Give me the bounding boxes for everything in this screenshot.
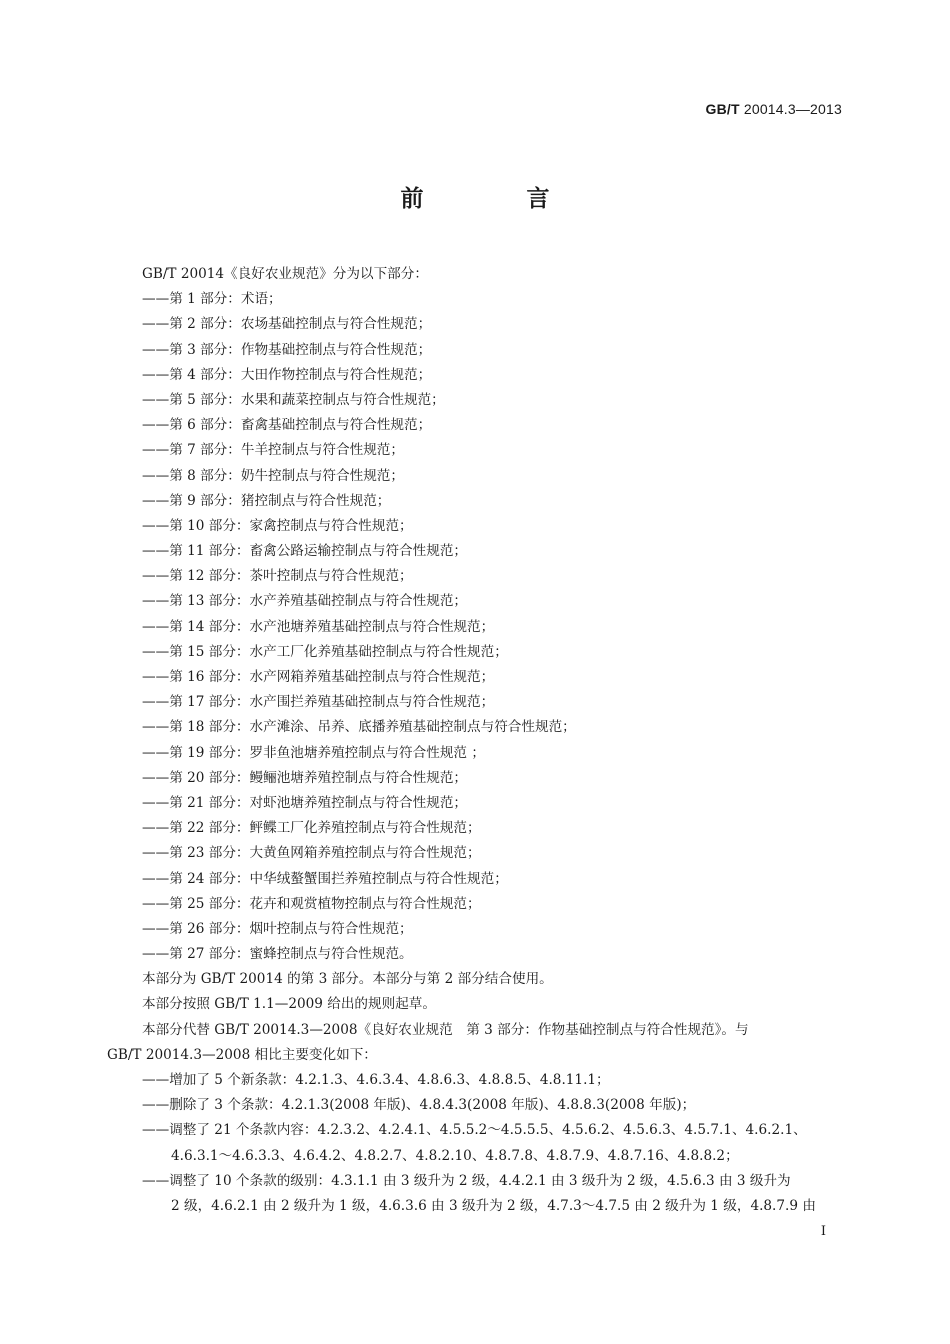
change-level-line-2: 2 级，4.6.2.1 由 2 级升为 1 级，4.6.3.6 由 3 级升为 2 级，4.7.3～4.7.5 由 2 级升为 1 级，4.8.7.9 由 [171, 1197, 816, 1214]
intro-paragraph: GB/T 20014《良好农业规范》分为以下部分： [142, 266, 428, 282]
list-item: ——第 18 部分：水产滩涂、吊养、底播养殖基础控制点与符合性规范； [142, 719, 576, 736]
list-item: ——第 24 部分：中华绒螯蟹围拦养殖控制点与符合性规范； [142, 870, 508, 887]
list-item: ——第 22 部分：鲆鲽工厂化养殖控制点与符合性规范； [142, 820, 481, 837]
page-title: 前 言 [400, 185, 590, 212]
list-item: ——第 15 部分：水产工厂化养殖基础控制点与符合性规范； [142, 643, 508, 660]
list-item: ——第 17 部分：水产围拦养殖基础控制点与符合性规范； [142, 694, 495, 711]
list-item: ——第 10 部分：家禽控制点与符合性规范； [142, 517, 413, 534]
list-item: ——第 9 部分：猪控制点与符合性规范； [142, 492, 391, 509]
list-item: ——第 11 部分：畜禽公路运输控制点与符合性规范； [142, 543, 468, 560]
list-item: ——第 23 部分：大黄鱼网箱养殖控制点与符合性规范； [142, 845, 481, 862]
foreword-body [107, 262, 843, 1219]
list-item: ——第 6 部分：畜禽基础控制点与符合性规范； [142, 417, 432, 434]
list-item: ——第 4 部分：大田作物控制点与符合性规范； [142, 366, 432, 383]
rules-paragraph: 本部分按照 GB/T 1.1—2009 给出的规则起草。 [142, 996, 436, 1013]
change-adjusted-line-1: ——调整了 21 个条款内容：4.2.3.2、4.2.4.1、4.5.5.2～4.5.5.5、4.5.6.2、4.5.6.3、4.5.7.1、4.6.2.1、 [142, 1122, 807, 1139]
replace-paragraph-line-2: GB/T 20014.3—2008 相比主要变化如下： [107, 1046, 377, 1063]
change-deleted: ——删除了 3 个条款：4.2.1.3(2008 年版)、4.8.4.3(2008 年版)、4.8.8.3(2008 年版)； [142, 1097, 696, 1114]
change-level-line-1: ——调整了 10 个条款的级别：4.3.1.1 由 3 级升为 2 级，4.4.2.1 由 3 级升为 2 级，4.5.6.3 由 3 级升为 [142, 1172, 791, 1189]
standard-number: 20014.3—2013 [743, 101, 842, 117]
standard-prefix: GB/T [705, 101, 740, 117]
list-item: ——第 20 部分：鳗鲡池塘养殖控制点与符合性规范； [142, 769, 468, 786]
parts-list [107, 287, 843, 967]
changes-list [107, 1068, 843, 1219]
list-item: ——第 3 部分：作物基础控制点与符合性规范； [142, 341, 432, 358]
list-item: ——第 7 部分：牛羊控制点与符合性规范； [142, 442, 404, 459]
list-item: ——第 25 部分：花卉和观赏植物控制点与符合性规范； [142, 895, 481, 912]
change-adjusted-line-2: 4.6.3.1～4.6.3.3、4.6.4.2、4.8.2.7、4.8.2.10、4.8.7.8、4.8.7.9、4.8.7.16、4.8.8.2； [171, 1147, 739, 1164]
page-number: I [820, 1224, 826, 1239]
list-item: ——第 13 部分：水产养殖基础控制点与符合性规范； [142, 593, 468, 610]
list-item: ——第 8 部分：奶牛控制点与符合性规范； [142, 467, 404, 484]
list-item: ——第 27 部分：蜜蜂控制点与符合性规范。 [142, 946, 413, 963]
part-paragraph: 本部分为 GB/T 20014 的第 3 部分。本部分与第 2 部分结合使用。 [142, 971, 553, 988]
list-item: ——第 5 部分：水果和蔬菜控制点与符合性规范； [142, 391, 445, 408]
list-item: ——第 14 部分：水产池塘养殖基础控制点与符合性规范； [142, 618, 495, 635]
list-item: ——第 1 部分：术语； [142, 291, 282, 308]
replace-paragraph-line-1: 本部分代替 GB/T 20014.3—2008《良好农业规范 第 3 部分：作物基础控制点与符合性规范》。与 [142, 1021, 749, 1038]
list-item: ——第 2 部分：农场基础控制点与符合性规范； [142, 316, 432, 333]
list-item: ——第 12 部分：茶叶控制点与符合性规范； [142, 568, 413, 585]
change-added: ——增加了 5 个新条款：4.2.1.3、4.6.3.4、4.8.6.3、4.8.8.5、4.8.11.1； [142, 1072, 610, 1088]
standard-code [706, 101, 843, 117]
list-item: ——第 19 部分：罗非鱼池塘养殖控制点与符合性规范 ； [142, 744, 485, 761]
list-item: ——第 26 部分：烟叶控制点与符合性规范； [142, 920, 413, 937]
list-item: ——第 16 部分：水产网箱养殖基础控制点与符合性规范； [142, 669, 495, 685]
list-item: ——第 21 部分：对虾池塘养殖控制点与符合性规范； [142, 794, 468, 811]
